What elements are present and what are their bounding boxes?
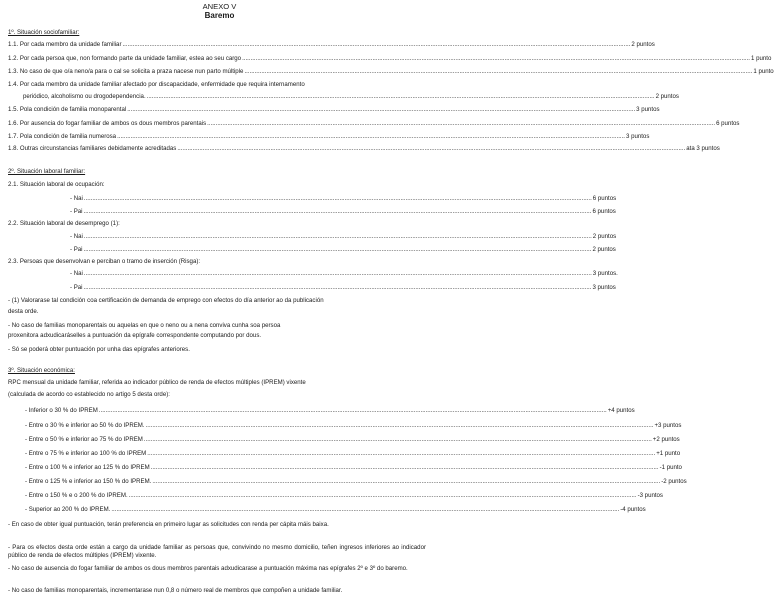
s1-item-0 (8, 41, 655, 49)
s3-row-6-points: -3 puntos (637, 492, 663, 499)
s1-item-4-points: 2 puntos (655, 93, 679, 100)
s2-3-row-1-leader: ............................................................................................................................................................................................................................................................................................................ (83, 284, 592, 291)
s3-row-5-points: -2 puntos (661, 478, 687, 485)
s3-row-0 (25, 407, 635, 415)
s1-item-5 (8, 106, 660, 114)
s3-row-3-points: +1 punto (656, 450, 681, 457)
s1-item-8-points: ata 3 puntos (686, 145, 720, 152)
s3-row-3-leader: ............................................................................................................................................................................................................................................................................................................ (147, 450, 656, 457)
section-3-intro-1: RPC mensual da unidade familiar, referida ao indicador público de renda de efectos múltiples (IPREM) vixente (8, 379, 306, 386)
s3-row-2 (25, 436, 680, 444)
note-2-line-1: - No caso de familias monoparentais ou aquelas en que o neno ou a nena conviva cunha soa persoa (8, 322, 281, 329)
s1-item-3: 1.4. Por cada membro da unidade familiar afectado por discapacidade, enfermidade que requira internamento (8, 81, 305, 88)
s3-row-0-leader: ............................................................................................................................................................................................................................................................................................................ (98, 407, 607, 414)
s3-row-7 (25, 506, 646, 514)
section-1-heading: 1º. Situación sociofamiliar: (8, 29, 80, 36)
s2-3-row-1-points: 3 puntos (592, 284, 616, 291)
s1-item-8-label: 1.8. Outras circunstancias familiares debidamente acreditadas (8, 145, 177, 152)
section-2-1-title: 2.1. Situación laboral de ocupación: (8, 181, 105, 188)
s3-row-2-label: - Entre o 50 % e inferior ao 75 % do IPREM (25, 436, 143, 443)
s1-item-4 (23, 93, 679, 101)
section-2-3-title: 2.3. Persoas que desenvolvan e perciban o tramo de inserción (Risga): (8, 258, 201, 265)
section-3-heading: 3º. Situación económica: (8, 367, 75, 374)
s1-item-7 (8, 133, 650, 141)
s3-row-5-label: - Entre o 125 % e inferior ao 150 % do IPREM. (25, 478, 152, 485)
s2-2-row-0-points: 2 puntos (592, 233, 617, 240)
s3-row-6-label: - Entre o 150 % e o 200 % do IPREM. (25, 492, 128, 499)
s1-item-1-points: 1 punto (751, 55, 772, 62)
note-1-line-2: desta orde. (8, 308, 39, 315)
s3-row-4-label: - Entre o 100 % e inferior ao 125 % do IPREM (25, 464, 150, 471)
section-2-2-title: 2.2. Situación laboral de desemprego (1): (8, 220, 120, 227)
note-3: - Só se poderá obter puntuación por unha das epígrafes anteriores. (8, 346, 190, 353)
s2-1-row-1-leader: ............................................................................................................................................................................................................................................................................................................ (83, 208, 592, 215)
s3-row-7-points: -4 puntos (620, 506, 646, 513)
s3-row-1 (25, 422, 682, 430)
s1-item-2-leader: ............................................................................................................................................................................................................................................................................................................ (244, 68, 753, 75)
s3-row-2-leader: ............................................................................................................................................................................................................................................................................................................ (143, 436, 652, 443)
s3-row-0-points: +4 puntos (607, 407, 635, 414)
s1-item-2 (8, 68, 774, 76)
s2-2-row-1-points: 2 puntos (592, 246, 616, 253)
section-2-heading: 2º. Situación laboral familiar: (8, 168, 86, 175)
s1-item-6 (8, 120, 740, 128)
s2-2-row-0-leader: ............................................................................................................................................................................................................................................................................................................ (83, 233, 592, 240)
s2-2-row-0 (70, 233, 617, 241)
footer-note-3: - No caso de ausencia do fogar familiar de ambos os dous membros parentais adxudicarase a puntuación máxima nas epígrafes 2º e 3º do baremo. (8, 565, 408, 572)
footer-note-4: - No caso de familias monoparentais, incrementarase nun 0,8 o número real de membros que compoñen a unidade familiar. (8, 587, 343, 594)
s3-row-1-label: - Entre o 30 % e inferior ao 50 % do IPREM. (25, 422, 145, 429)
s3-row-7-label: - Superior ao 200 % do IPREM. (25, 506, 111, 513)
s1-item-4-leader: ............................................................................................................................................................................................................................................................................................................ (146, 93, 655, 100)
s1-item-4-label: periódico, alcoholismo ou drogodependencia. (23, 93, 146, 100)
s2-1-row-1-label: - Pai (70, 208, 83, 215)
s1-item-2-label: 1.3. No caso de que o/a neno/a para o cal se solicita a praza nacese nun parto múltiple (8, 68, 244, 75)
s2-1-row-0-leader: ............................................................................................................................................................................................................................................................................................................ (83, 195, 592, 202)
s1-item-8-leader: ............................................................................................................................................................................................................................................................................................................ (177, 145, 686, 152)
s3-row-4-points: -1 punto (659, 464, 682, 471)
s3-row-6-leader: ............................................................................................................................................................................................................................................................................................................ (128, 492, 637, 499)
s2-1-row-0 (70, 195, 617, 203)
s1-item-0-label: 1.1. Por cada membro da unidade familiar (8, 41, 122, 48)
note-1-line-1: - (1) Valorarase tal condición coa certificación de demanda de emprego con efectos do día anterior ao da publicación (8, 297, 324, 304)
s1-item-6-points: 6 puntos (716, 120, 740, 127)
annex-subtitle: Baremo (204, 11, 235, 20)
s1-item-5-label: 1.5. Pola condición de familia monoparental (8, 106, 127, 113)
s1-item-0-points: 2 puntos (631, 41, 655, 48)
s2-2-row-1-label: - Pai (70, 246, 83, 253)
s3-row-3-label: - Entre o 75 % e inferior ao 100 % do IPREM (25, 450, 147, 457)
s3-row-6 (25, 492, 663, 500)
s1-item-1 (8, 55, 772, 63)
s2-2-row-1 (70, 246, 616, 254)
footer-note-1: - En caso de obter igual puntuación, terán preferencia en primeiro lugar as solicitudes con renda per cápita máis baixa. (8, 521, 329, 528)
s3-row-5-leader: ............................................................................................................................................................................................................................................................................................................ (152, 478, 661, 485)
s2-1-row-1-points: 6 puntos (592, 208, 616, 215)
section-3-intro-2: (calculada de acordo co establecido no artigo 5 desta orde): (8, 391, 170, 398)
s2-3-row-0 (70, 270, 618, 278)
s3-row-4-leader: ............................................................................................................................................................................................................................................................................................................ (150, 464, 659, 471)
s2-2-row-0-label: - Nai (70, 233, 83, 240)
s1-item-8 (8, 145, 720, 153)
s3-row-4 (25, 464, 682, 472)
s2-3-row-0-points: 3 puntos. (592, 270, 618, 277)
annex-title: ANEXO V (202, 2, 237, 11)
s2-3-row-0-label: - Nai (70, 270, 83, 277)
s2-1-row-1 (70, 208, 616, 216)
s1-item-1-label: 1.2. Por cada persoa que, non formando parte da unidade familiar, estea ao seu cargo (8, 55, 242, 62)
s1-item-7-points: 3 puntos (625, 133, 650, 140)
s1-item-2-points: 1 punto (753, 68, 774, 75)
s3-row-5 (25, 478, 687, 486)
s1-item-1-leader: ............................................................................................................................................................................................................................................................................................................ (242, 55, 750, 62)
s2-1-row-0-points: 6 puntos (592, 195, 617, 202)
s2-3-row-0-leader: ............................................................................................................................................................................................................................................................................................................ (83, 270, 592, 277)
s1-item-7-label: 1.7. Pola condición de familia numerosa (8, 133, 117, 140)
s3-row-3 (25, 450, 681, 458)
note-2-line-2: proxenitora adxudicaráselles a puntuación da epígrafe correspondente computando por dous. (8, 332, 262, 339)
s1-item-5-points: 3 puntos (636, 106, 660, 113)
s2-2-row-1-leader: ............................................................................................................................................................................................................................................................................................................ (83, 246, 592, 253)
s1-item-7-leader: ............................................................................................................................................................................................................................................................................................................ (117, 133, 625, 140)
s2-3-row-1-label: - Pai (70, 284, 83, 291)
s3-row-7-leader: ............................................................................................................................................................................................................................................................................................................ (111, 506, 620, 513)
s1-item-5-leader: ............................................................................................................................................................................................................................................................................................................ (127, 106, 636, 113)
s2-3-row-1 (70, 284, 616, 292)
s1-item-6-leader: ............................................................................................................................................................................................................................................................................................................ (207, 120, 716, 127)
s3-row-1-leader: ............................................................................................................................................................................................................................................................................................................ (145, 422, 654, 429)
s2-1-row-0-label: - Nai (70, 195, 83, 202)
s1-item-6-label: 1.6. Por ausencia do fogar familiar de ambos os dous membros parentais (8, 120, 207, 127)
footer-note-2: - Para os efectos desta orde están a cargo da unidade familiar as persoas que, convivindo no mesmo domicilio, teñen ingresos inferiores ao indicador público de renda de efectos múltiples (IPREM) vixente. (8, 544, 426, 559)
s1-item-0-leader: ............................................................................................................................................................................................................................................................................................................ (122, 41, 631, 48)
s3-row-2-points: +2 puntos (652, 436, 680, 443)
s3-row-0-label: - Inferior o 30 % do IPREM (25, 407, 98, 414)
s3-row-1-points: +3 puntos (654, 422, 682, 429)
